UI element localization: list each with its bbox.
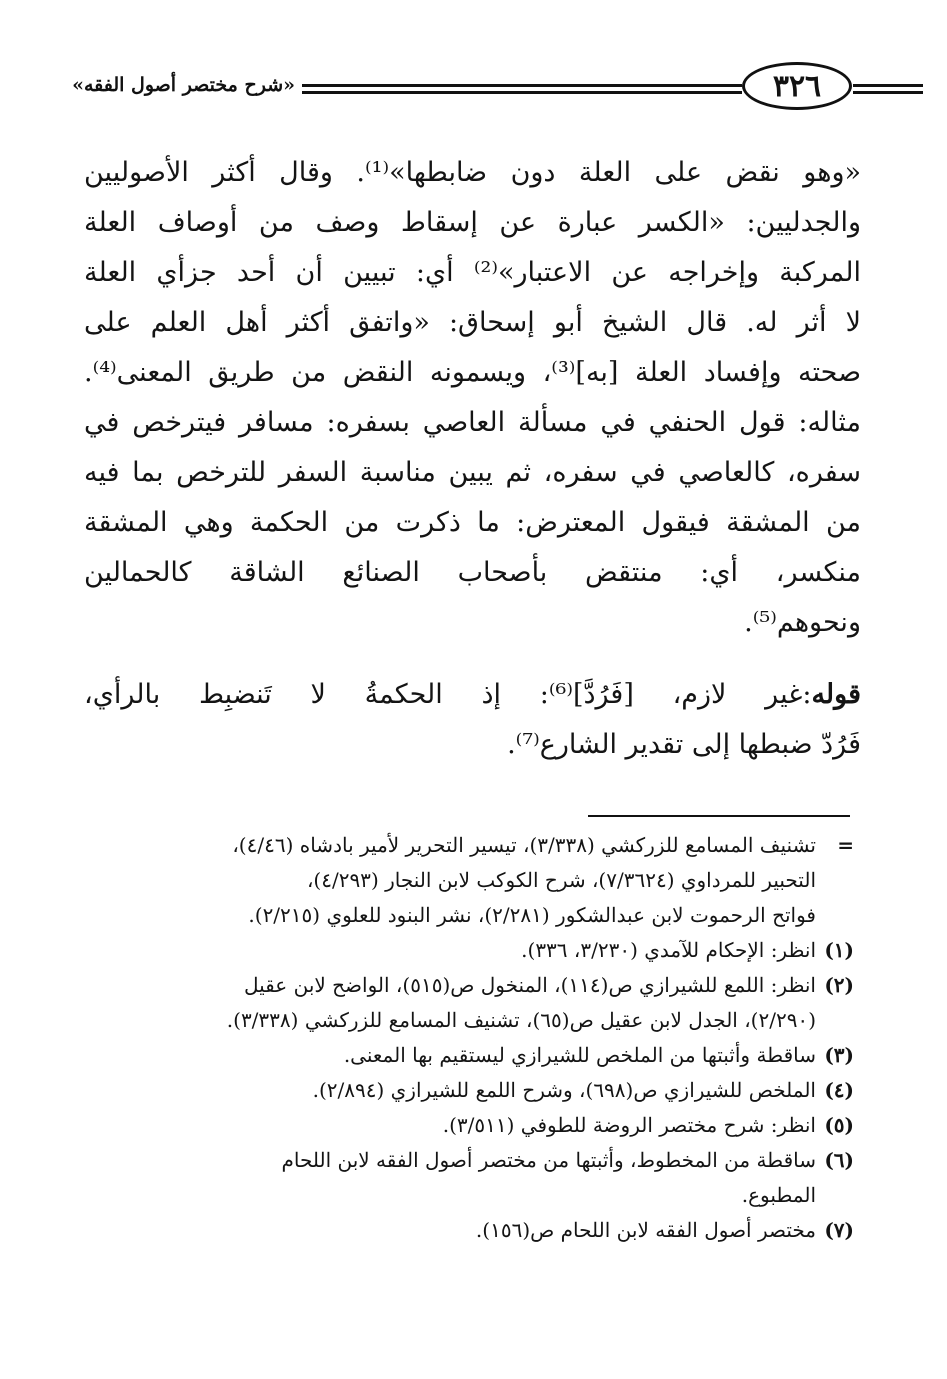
footnote <box>84 1143 854 1213</box>
header-rule-left <box>302 84 742 98</box>
footnote-number: (٥) <box>824 1113 854 1137</box>
footnote-line: المطبوع. <box>741 1183 816 1207</box>
footnote <box>84 828 854 933</box>
footnote <box>84 968 854 1038</box>
quote-label: قوله <box>811 679 861 710</box>
main-text <box>84 148 861 770</box>
footnote <box>84 1213 854 1248</box>
text-line: «وهو نقض على العلة دون ضابطها»⁽¹⁾. وقال أكثر الأصوليين <box>84 157 861 188</box>
footnote-line: انظر: اللمع للشيرازي ص(١١٤)، المنخول ص(٥١٥)، الواضح لابن عقيل <box>244 973 816 997</box>
footnote-text <box>84 828 816 933</box>
footnote-number: (٢) <box>824 973 854 997</box>
footnote <box>84 1073 854 1108</box>
footnote-line: (٢/٢٩٠)، الجدل لابن عقيل ص(٦٥)، تشنيف المسامع للزركشي (٣/٣٣٨). <box>226 1008 816 1032</box>
footnote-number: (٦) <box>824 1148 854 1172</box>
quote-paragraph <box>84 670 861 770</box>
text-line: صحته وإفساد العلة [به]⁽³⁾، ويسمونه النقض من طريق المعنى⁽⁴⁾. <box>84 357 861 388</box>
text-line: مثاله: قول الحنفي في مسألة العاصي بسفره: مسافر فيترخص في <box>84 407 861 438</box>
page-number-oval <box>742 62 852 110</box>
text-line: من المشقة فيقول المعترض: ما ذكرت من الحكمة وهي المشقة <box>84 507 861 538</box>
header-rule-right <box>853 84 923 98</box>
footnote-line: انظر: الإحكام للآمدي (٣/٢٣٠، ٣٣٦). <box>521 938 816 962</box>
footnote-line: تشنيف المسامع للزركشي (٣/٣٣٨)، تيسير التحرير لأمير بادشاه (٤/٤٦)، <box>232 833 816 857</box>
footnotes <box>84 828 854 1248</box>
quote-text: :غير لازم، [فَرُدَّ]⁽⁶⁾: إذ الحكمةُ لا تَنضبِط بالرأي، <box>84 679 812 710</box>
footnote-text <box>84 1213 816 1248</box>
footnote-line: مختصر أصول الفقه لابن اللحام ص(١٥٦). <box>475 1218 816 1242</box>
text-line: المركبة وإخراجه عن الاعتبار»⁽²⁾ أي: تبيين أن أحد جزأي العلة <box>84 257 861 288</box>
text-line: سفره، كالعاصي في سفره، ثم يبين مناسبة السفر للترخص بما فيه <box>84 457 861 488</box>
footnote-line: فواتح الرحموت لابن عبدالشكور (٢/٢٨١)، نشر البنود للعلوي (٢/٢١٥). <box>248 903 816 927</box>
footnote-separator <box>588 815 850 817</box>
footnote-line: ساقطة من المخطوط، وأثبتها من مختصر أصول الفقه لابن اللحام <box>281 1148 816 1172</box>
quote-line <box>84 670 861 720</box>
footnote-text <box>84 968 816 1038</box>
footnote <box>84 1108 854 1143</box>
footnote-text <box>84 933 816 968</box>
footnote-line: ساقطة وأثبتها من الملخص للشيرازي ليستقيم بها المعنى. <box>343 1043 816 1067</box>
text-line: لا أثر له. قال الشيخ أبو إسحاق: «واتفق أكثر أهل العلم على <box>84 307 861 338</box>
footnote-line: انظر: شرح مختصر الروضة للطوفي (٣/٥١١). <box>442 1113 816 1137</box>
text-line: ونحوهم⁽⁵⁾. <box>744 607 861 638</box>
footnote-text <box>84 1108 816 1143</box>
footnote-number: (١) <box>824 938 854 962</box>
footnote-text <box>84 1143 816 1213</box>
footnote-number: (٣) <box>824 1043 854 1067</box>
footnote-text <box>84 1038 816 1073</box>
text-line: والجدليين: «الكسر عبارة عن إسقاط وصف من أوصاف العلة <box>84 207 861 238</box>
page-header <box>72 62 870 132</box>
page-number: ٣٢٦ <box>772 68 822 104</box>
text-line: منكسر، أي: منتقض بأصحاب الصنائع الشاقة كالحمالين <box>84 557 861 588</box>
footnote-number: (٧) <box>824 1218 854 1242</box>
footnote-number: = <box>837 833 854 857</box>
footnote-line: التحبير للمرداوي (٧/٣٦٢٤)، شرح الكوكب لابن النجار (٤/٢٩٣)، <box>306 868 816 892</box>
footnote-line: الملخص للشيرازي ص(٦٩٨)، وشرح اللمع للشيرازي (٢/٨٩٤). <box>312 1078 816 1102</box>
footnote <box>84 1038 854 1073</box>
quote-line: فَرُدّ ضبطها إلى تقدير الشارع⁽⁷⁾. <box>507 729 861 760</box>
footnote <box>84 933 854 968</box>
footnote-number: (٤) <box>824 1078 854 1102</box>
footnote-text <box>84 1073 816 1108</box>
running-title: «شرح مختصر أصول الفقه» <box>72 74 295 96</box>
